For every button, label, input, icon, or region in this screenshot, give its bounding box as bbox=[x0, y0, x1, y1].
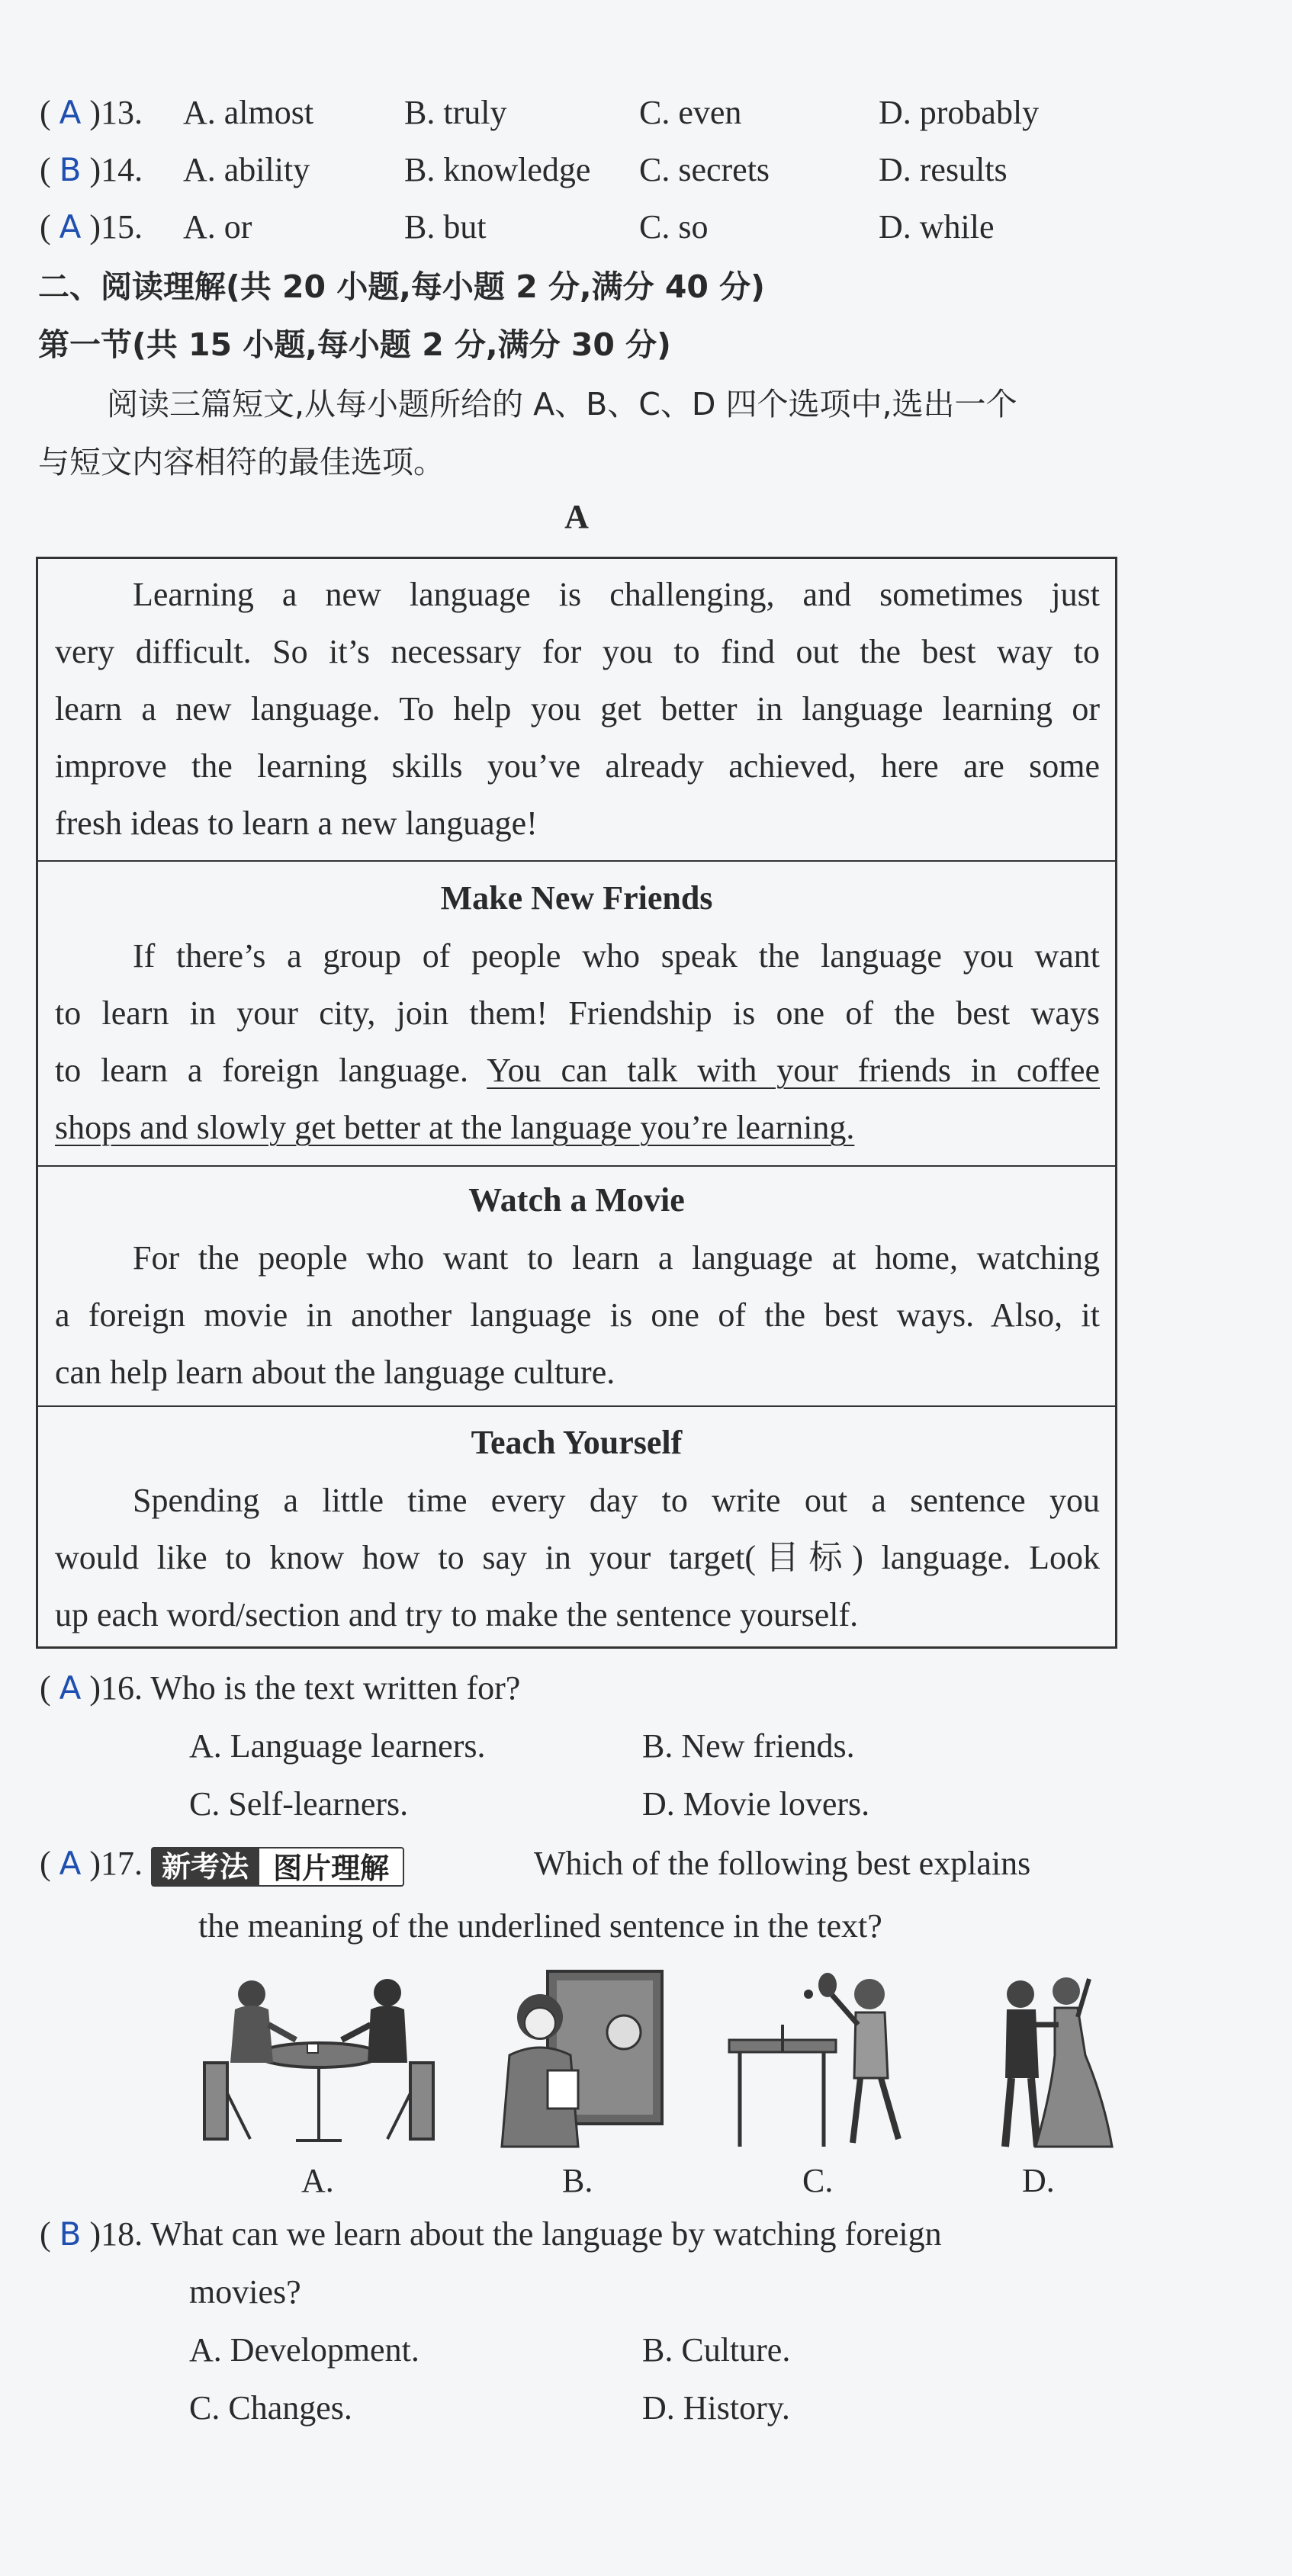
section-3-paragraph bbox=[55, 1472, 1100, 1643]
question-13: ( A )13. bbox=[40, 94, 143, 131]
teacher-at-blackboard-icon bbox=[494, 1964, 670, 2154]
picture-comprehension-tag: 图片理解 bbox=[259, 1847, 404, 1887]
q14-option-b: B. knowledge bbox=[404, 151, 591, 188]
section-3-line: Spending a little time every day to write out a sentence you bbox=[133, 1482, 1100, 1519]
answer-16: A bbox=[59, 1669, 82, 1707]
q18-option-d: D. History. bbox=[642, 2389, 790, 2427]
intro-line: very difficult. So it’s necessary for you to find out the best way to bbox=[55, 633, 1100, 670]
picture-label-c: C. bbox=[802, 2162, 834, 2199]
answer-14: B bbox=[59, 151, 82, 188]
section-1-line: If there’s a group of people who speak the language you want bbox=[133, 937, 1100, 975]
q18-question-line-2: movies? bbox=[189, 2273, 301, 2311]
q17-question-line-2: the meaning of the underlined sentence in the text? bbox=[198, 1907, 882, 1945]
section-title-watch-a-movie: Watch a Movie bbox=[468, 1181, 685, 1219]
q15-option-d: D. while bbox=[879, 208, 995, 246]
intro-line: fresh ideas to learn a new language! bbox=[55, 805, 538, 842]
question-16: ( A )16. Who is the text written for? bbox=[40, 1669, 521, 1707]
section-2-line: can help learn about the language culture. bbox=[55, 1354, 615, 1391]
intro-line: Learning a new language is challenging, and sometimes just bbox=[133, 576, 1100, 613]
question-14: ( B )14. bbox=[40, 151, 143, 188]
q18-option-a: A. Development. bbox=[189, 2331, 419, 2369]
q16-option-b: B. New friends. bbox=[642, 1727, 855, 1765]
divider-1 bbox=[36, 860, 1117, 862]
answer-15: A bbox=[59, 208, 82, 246]
section-2-line: a foreign movie in another language is one of the best ways. Also, it bbox=[55, 1296, 1100, 1334]
intro-paragraph bbox=[55, 566, 1100, 852]
q14-option-d: D. results bbox=[879, 151, 1008, 188]
divider-3 bbox=[36, 1405, 1117, 1407]
q13-option-d: D. probably bbox=[879, 94, 1040, 131]
question-17: ( A )17. 新考法 图片理解 bbox=[40, 1841, 404, 1887]
q13-option-a: A. almost bbox=[183, 94, 314, 131]
part-1-title: 第一节(共 15 小题,每小题 2 分,满分 30 分) bbox=[38, 326, 671, 363]
intro-line: improve the learning skills you’ve already achieved, here are some bbox=[55, 747, 1100, 785]
section-3-line: up each word/section and try to make the sentence yourself. bbox=[55, 1596, 859, 1633]
underlined-sentence-part-1: You can talk with your friends in coffee bbox=[487, 1052, 1100, 1089]
q14-option-c: C. secrets bbox=[639, 151, 770, 188]
answer-17: A bbox=[59, 1845, 82, 1882]
picture-label-b: B. bbox=[562, 2162, 593, 2199]
q13-option-b: B. truly bbox=[404, 94, 507, 131]
divider-2 bbox=[36, 1165, 1117, 1167]
picture-label-d: D. bbox=[1022, 2162, 1055, 2199]
passage-label: A bbox=[564, 498, 589, 535]
section-1-paragraph bbox=[55, 927, 1100, 1156]
q14-option-a: A. ability bbox=[183, 151, 310, 188]
section-1-line bbox=[55, 1099, 1100, 1156]
people-at-cafe-table-icon bbox=[197, 1964, 441, 2154]
section-2-title: 二、阅读理解(共 20 小题,每小题 2 分,满分 40 分) bbox=[38, 268, 765, 305]
question-18: ( B )18. What can we learn about the language by watching foreign bbox=[40, 2215, 942, 2253]
new-test-method-tag: 新考法 bbox=[151, 1847, 259, 1887]
q18-option-b: B. Culture. bbox=[642, 2331, 791, 2369]
q15-option-b: B. but bbox=[404, 208, 487, 246]
section-title-make-new-friends: Make New Friends bbox=[440, 879, 713, 917]
section-3-line: would like to know how to say in your target(目标) language. Look bbox=[55, 1539, 1100, 1576]
section-1-line: to learn a foreign language. You can talk with your friends in coffee bbox=[55, 1052, 1100, 1089]
q16-option-d: D. Movie lovers. bbox=[642, 1785, 870, 1823]
q15-option-a: A. or bbox=[183, 208, 252, 246]
q16-option-c: C. Self-learners. bbox=[189, 1785, 409, 1823]
underlined-sentence-part-2: shops and slowly get better at the language you’re learning. bbox=[55, 1109, 855, 1146]
q13-option-c: C. even bbox=[639, 94, 742, 131]
picture-label-a: A. bbox=[301, 2162, 334, 2199]
q16-option-a: A. Language learners. bbox=[189, 1727, 486, 1765]
section-2-line: For the people who want to learn a language at home, watching bbox=[133, 1239, 1100, 1277]
couple-dancing-icon bbox=[975, 1964, 1120, 2154]
answer-13: A bbox=[59, 94, 82, 131]
instructions-line-2: 与短文内容相符的最佳选项。 bbox=[38, 444, 445, 480]
question-15: ( A )15. bbox=[40, 208, 143, 246]
answer-18: B bbox=[59, 2215, 82, 2253]
boy-playing-table-tennis-icon bbox=[725, 1964, 923, 2154]
q18-option-c: C. Changes. bbox=[189, 2389, 352, 2427]
q17-question-line-1: Which of the following best explains bbox=[534, 1845, 1031, 1882]
instructions-line-1: 阅读三篇短文,从每小题所给的 A、B、C、D 四个选项中,选出一个 bbox=[107, 386, 1017, 422]
q15-option-c: C. so bbox=[639, 208, 709, 246]
section-2-paragraph bbox=[55, 1229, 1100, 1401]
section-1-line: to learn in your city, join them! Friendship is one of the best ways bbox=[55, 994, 1100, 1032]
intro-line: learn a new language. To help you get better in language learning or bbox=[55, 690, 1100, 728]
section-title-teach-yourself: Teach Yourself bbox=[471, 1424, 683, 1461]
